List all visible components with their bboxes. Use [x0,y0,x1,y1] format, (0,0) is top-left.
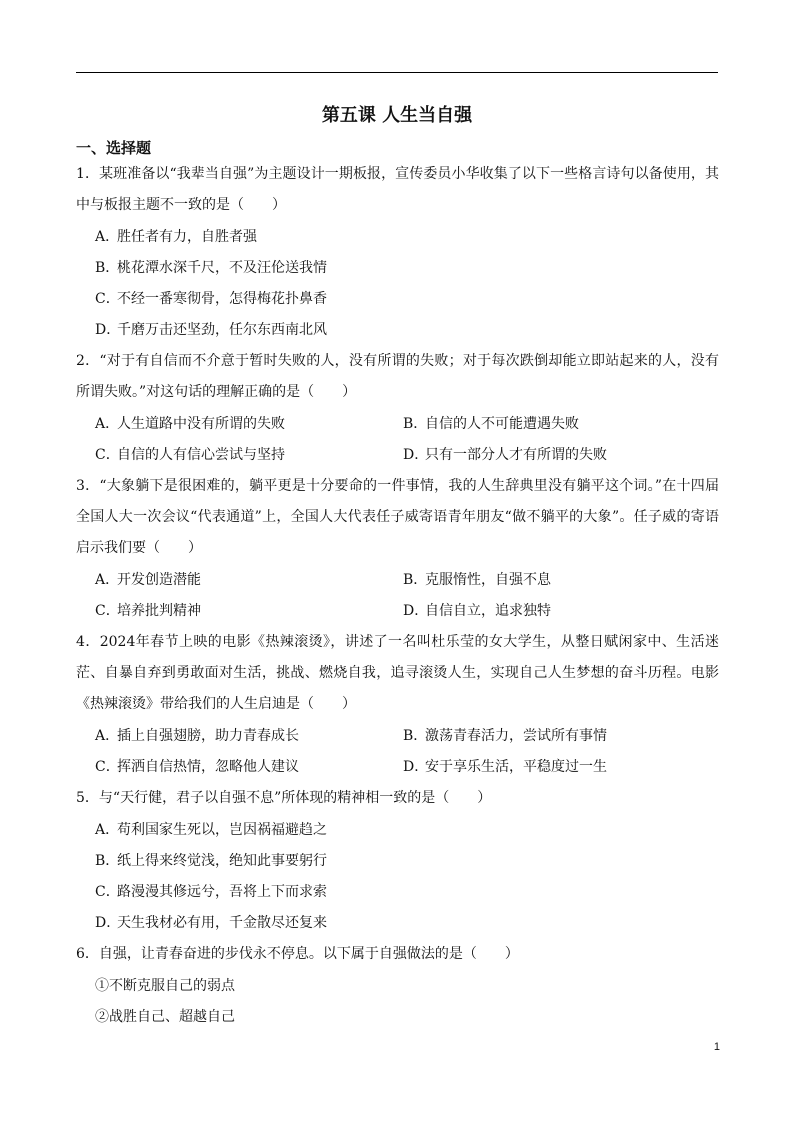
question-1-option-c [95,289,327,309]
question-6-statement-2: ②战胜自己、超越自己 [95,1009,235,1025]
section-heading: 一、选择题 [76,139,152,157]
question-4-stem: 4．2024年春节上映的电影《热辣滚烫》，讲述了一名叫杜乐莹的女大学生，从整日赋闲家中、生活迷茫、自暴自弃到勇敢面对生活，挑战、燃烧自我，追寻滚烫人生，实现自己人生梦想的奋斗历程。电影《热辣滚烫》带给我们的人生启迪是（ ） [76,634,719,712]
question-2-stem: 2．“对于有自信而不介意于暂时失败的人，没有所谓的失败；对于每次跌倒却能立即站起来的人，没有所谓失败。”对这句话的理解正确的是（ ） [76,353,719,400]
option-letter: C． [95,884,120,900]
question-6-stem: 6．自强，让青春奋进的步伐永不停息。以下属于自强做法的是（ ） [76,946,519,962]
option-text: 挥洒自信热情，忽略他人建议 [117,759,299,775]
option-letter: D． [95,915,121,931]
question-5-option-c [95,882,327,902]
option-text: 胜任者有力，自胜者强 [117,229,257,245]
question-5-stem: 5．与“天行健，君子以自强不息”所体现的精神相一致的是（ ） [76,790,492,806]
question-4-option-d [403,757,607,777]
question-2-option-c [95,445,285,465]
option-text: 路漫漫其修远兮，吾将上下而求索 [117,884,327,900]
option-letter: C． [95,759,120,775]
option-text: 苟利国家生死以，岂因祸福避趋之 [117,822,327,838]
option-letter: D． [403,759,429,775]
question-3-stem: 3．“大象躺下是很困难的，躺平更是十分要命的一件事情，我的人生辞典里没有躺平这个词。”在十四届全国人大一次会议“代表通道”上，全国人大代表任子威寄语青年朋友“做不躺平的大象”。任子威的寄语启示我们要（ ） [76,478,719,556]
header-rule [76,72,718,73]
question-4-option-b [403,726,607,746]
option-text: 插上自强翅膀，助力青春成长 [117,728,299,744]
option-text: 纸上得来终觉浅，绝知此事要躬行 [117,853,327,869]
question-5-option-b [95,851,327,871]
option-letter: C． [95,291,120,307]
option-text: 自信的人有信心尝试与坚持 [117,447,285,463]
question-1-option-a [95,227,257,247]
option-text: 激荡青春活力，尝试所有事情 [425,728,607,744]
option-letter: D． [95,322,121,338]
option-letter: B． [403,416,428,432]
option-letter: A． [95,416,120,432]
page-title: 第五课 人生当自强 [321,105,473,126]
question-2-option-d [403,445,607,465]
option-letter: D． [403,603,429,619]
question-1-option-d [95,320,327,340]
question-2-option-a [95,414,285,434]
option-letter: B． [403,572,428,588]
page-number: 1 [713,1041,720,1053]
question-1-option-b [95,258,327,278]
option-text: 自信自立，追求独特 [425,603,551,619]
option-letter: C． [95,603,120,619]
option-text: 天生我材必有用，千金散尽还复来 [117,915,327,931]
question-4-option-c [95,757,299,777]
question-3-option-b [403,570,551,590]
option-text: 千磨万击还坚劲，任尔东西南北风 [117,322,327,338]
option-text: 人生道路中没有所谓的失败 [117,416,285,432]
option-text: 培养批判精神 [117,603,201,619]
option-text: 不经一番寒彻骨，怎得梅花扑鼻香 [117,291,327,307]
question-3-option-c [95,601,201,621]
option-letter: C． [95,447,120,463]
question-5-option-d [95,913,327,933]
option-letter: B． [403,728,428,744]
option-letter: A． [95,229,120,245]
option-text: 克服惰性，自强不息 [425,572,551,588]
option-letter: D． [403,447,429,463]
option-text: 开发创造潜能 [117,572,201,588]
question-1-stem: 1．某班准备以“我辈当自强”为主题设计一期板报，宣传委员小华收集了以下一些格言诗句以备使用，其中与板报主题不一致的是（ ） [76,166,719,213]
question-3-option-a [95,570,201,590]
option-letter: A． [95,572,120,588]
option-letter: B． [95,260,120,276]
option-text: 自信的人不可能遭遇失败 [425,416,579,432]
question-5-option-a [95,820,327,840]
option-letter: A． [95,728,120,744]
option-text: 桃花潭水深千尺，不及汪伦送我情 [117,260,327,276]
question-4-option-a [95,726,299,746]
option-letter: A． [95,822,120,838]
option-text: 只有一部分人才有所谓的失败 [425,447,607,463]
option-letter: B． [95,853,120,869]
question-2-option-b [403,414,579,434]
question-3-option-d [403,601,551,621]
question-6-statement-1: ①不断克服自己的弱点 [95,978,235,994]
option-text: 安于享乐生活，平稳度过一生 [425,759,607,775]
